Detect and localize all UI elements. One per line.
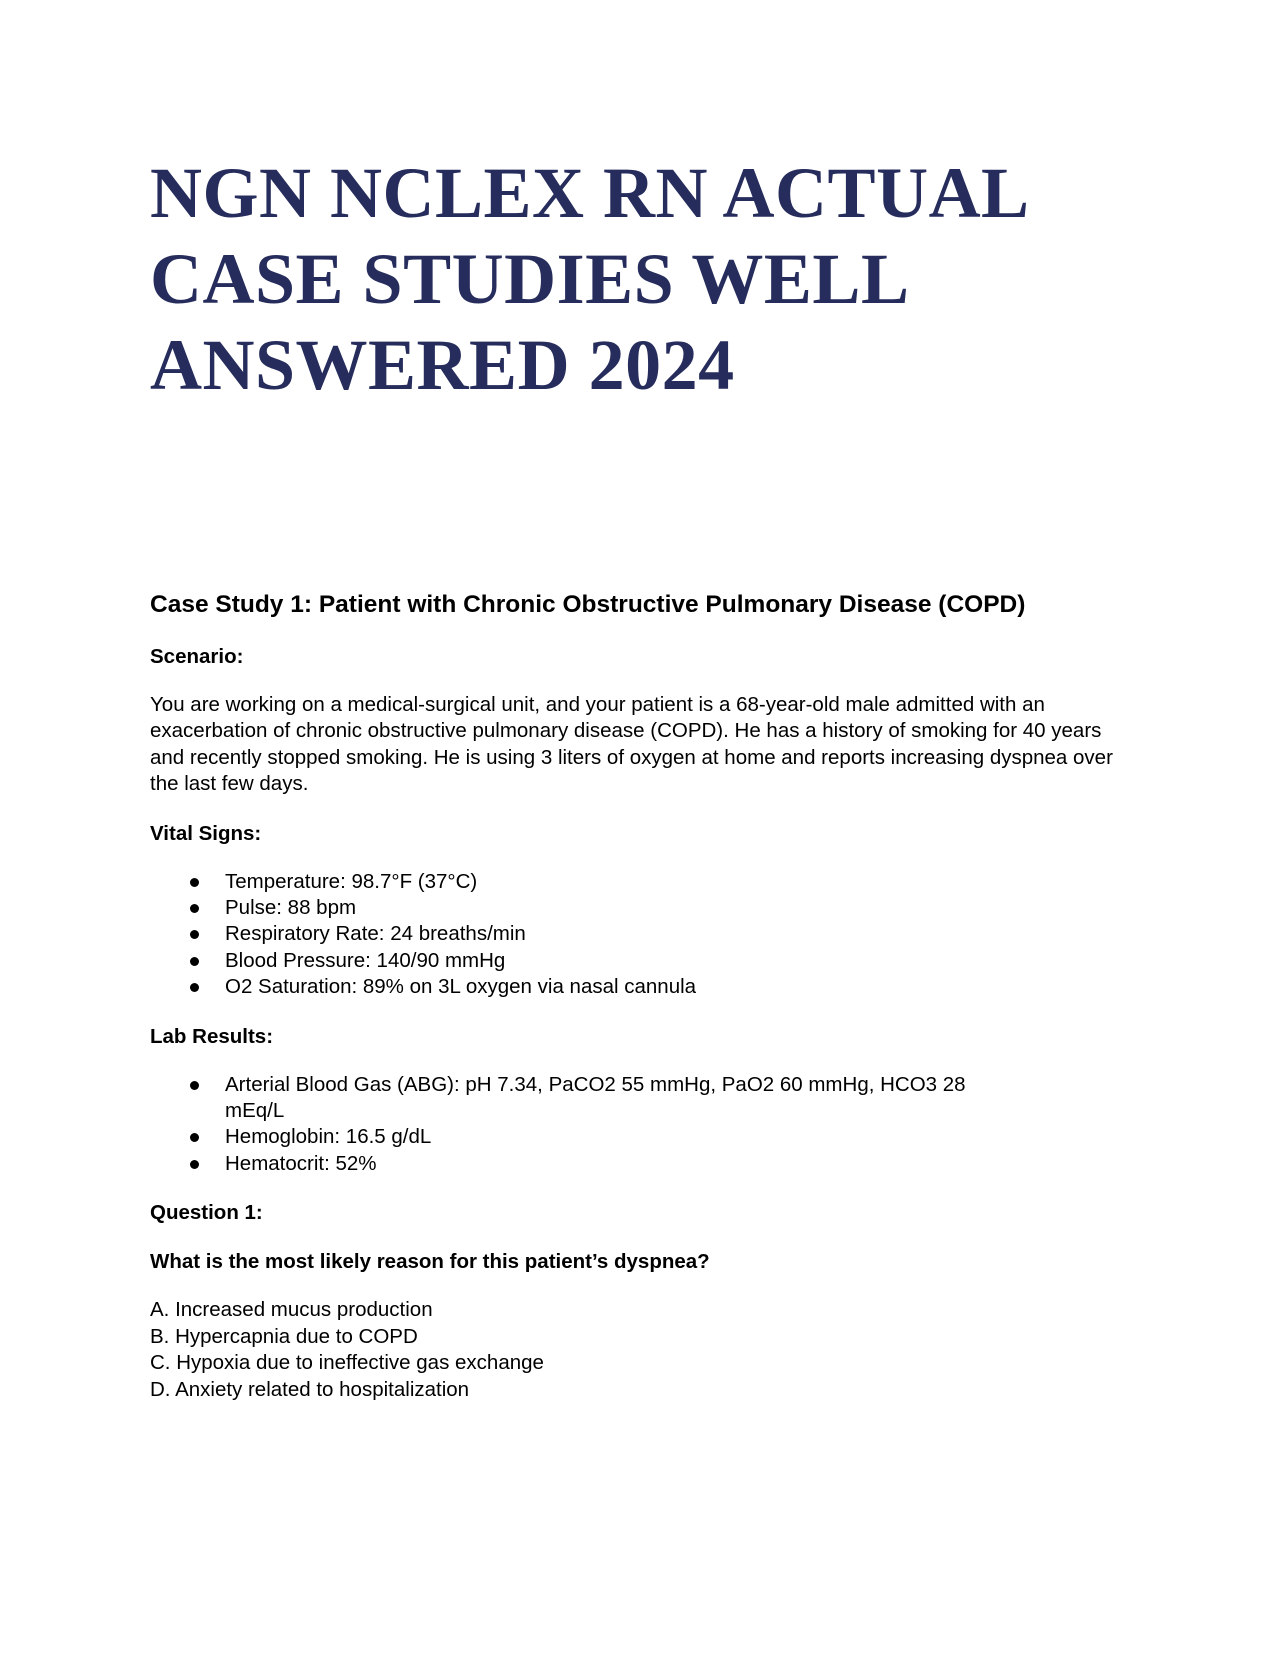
answer-option-c: C. Hypoxia due to ineffective gas exchange bbox=[150, 1351, 544, 1375]
list-item: Respiratory Rate: 24 breaths/min bbox=[150, 921, 1140, 947]
scenario-text: You are working on a medical-surgical unit, and your patient is a 68-year-old male admitted with an exacerbation of chronic obstructive pulmonary disease (COPD). He has a history of smoking for 40 years and recently stopped smoking. He is using 3 liters of oxygen at home and reports increasing dyspnea over the last few days. bbox=[150, 693, 1113, 796]
vital-signs-list bbox=[150, 869, 1140, 1001]
answer-option-b: B. Hypercapnia due to COPD bbox=[150, 1324, 418, 1348]
bullet-icon bbox=[190, 930, 199, 939]
scenario-label: Scenario: bbox=[150, 645, 244, 668]
list-item: Temperature: 98.7°F (37°C) bbox=[150, 869, 1140, 895]
bullet-icon bbox=[190, 957, 199, 966]
answer-options bbox=[150, 1297, 1140, 1403]
list-item: O2 Saturation: 89% on 3L oxygen via nasal cannula bbox=[150, 974, 1140, 1000]
list-item: Pulse: 88 bpm bbox=[150, 895, 1140, 921]
lab-results-list bbox=[150, 1072, 1140, 1178]
answer-option-a: A. Increased mucus production bbox=[150, 1298, 433, 1322]
list-item: Hemoglobin: 16.5 g/dL bbox=[150, 1124, 1140, 1150]
question-label: Question 1: bbox=[150, 1201, 263, 1225]
list-item: Hematocrit: 52% bbox=[150, 1151, 1140, 1177]
question-text: What is the most likely reason for this patient’s dyspnea? bbox=[150, 1250, 710, 1274]
bullet-icon bbox=[190, 878, 199, 887]
bullet-icon bbox=[190, 1160, 199, 1169]
title-line-2: CASE STUDIES WELL bbox=[150, 239, 910, 319]
title-line-1: NGN NCLEX RN ACTUAL bbox=[150, 153, 1030, 233]
bullet-icon bbox=[190, 904, 199, 913]
case-study-section bbox=[150, 590, 1140, 1403]
bullet-icon bbox=[190, 1081, 199, 1090]
vital-signs-label: Vital Signs: bbox=[150, 821, 262, 845]
case-study-heading: Case Study 1: Patient with Chronic Obstructive Pulmonary Disease (COPD) bbox=[150, 591, 1026, 618]
bullet-icon bbox=[190, 1133, 199, 1142]
list-item: Blood Pressure: 140/90 mmHg bbox=[150, 948, 1140, 974]
answer-option-d: D. Anxiety related to hospitalization bbox=[150, 1377, 470, 1401]
bullet-icon bbox=[190, 983, 199, 992]
lab-results-label: Lab Results: bbox=[150, 1024, 274, 1048]
document-title bbox=[150, 150, 1140, 408]
title-line-3: ANSWERED 2024 bbox=[150, 325, 735, 405]
list-item: Arterial Blood Gas (ABG): pH 7.34, PaCO2 55 mmHg, PaO2 60 mmHg, HCO3 28 mEq/L bbox=[150, 1072, 1140, 1125]
